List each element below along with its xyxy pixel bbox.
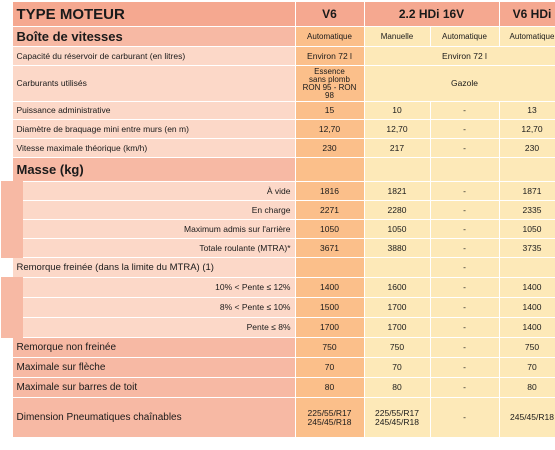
puissance-v6hdi: 13 — [499, 102, 555, 120]
pente10-v6hdi: 1400 — [499, 298, 555, 318]
diametre-v6hdi: 12,70 — [499, 120, 555, 139]
vitesse-hdi-auto: - — [430, 139, 499, 158]
carburants-v6-line1: Essence — [314, 66, 345, 76]
capacite-row — [12, 47, 555, 66]
boite-v6: Automatique — [295, 27, 364, 47]
carburants-row — [12, 66, 555, 102]
boite-v6hdi: Automatique — [499, 27, 555, 47]
a-vide-hdi-manuelle: 1821 — [364, 182, 430, 201]
totale-v6: 3671 — [295, 239, 364, 258]
puissance-v6: 15 — [295, 102, 364, 120]
v6-header: V6 — [295, 2, 364, 27]
en-charge-v6hdi: 2335 — [499, 201, 555, 220]
a-vide-label: À vide — [12, 182, 295, 201]
pente12-v6hdi: 1400 — [499, 278, 555, 298]
masse-label: Masse (kg) — [12, 158, 295, 182]
remorque-non-hdi-manuelle: 750 — [364, 338, 430, 358]
max-arriere-v6: 1050 — [295, 220, 364, 239]
masse-row — [12, 158, 555, 182]
pente10-hdi-auto: - — [430, 298, 499, 318]
barres-row — [12, 378, 555, 398]
puissance-label: Puissance administrative — [12, 102, 295, 120]
en-charge-v6: 2271 — [295, 201, 364, 220]
diametre-v6: 12,70 — [295, 120, 364, 139]
type-moteur-header: TYPE MOTEUR — [12, 2, 295, 27]
pente8-hdi-auto: - — [430, 318, 499, 338]
boite-label: Boîte de vitesses — [12, 27, 295, 47]
fleche-v6hdi: 70 — [499, 358, 555, 378]
barres-hdi-manuelle: 80 — [364, 378, 430, 398]
pneus-hdi-manuelle-line1: 225/55/R17 — [375, 407, 419, 418]
remorque-non-label: Remorque non freinée — [12, 338, 295, 358]
pneus-v6hdi: 245/45/R18 — [499, 398, 555, 438]
remorque-freinee-hdi-auto: - — [430, 258, 499, 278]
diametre-hdi-manuelle: 12,70 — [364, 120, 430, 139]
carburants-v6-line2: sans plomb — [309, 74, 350, 84]
totale-hdi-manuelle: 3880 — [364, 239, 430, 258]
max-arriere-hdi-manuelle: 1050 — [364, 220, 430, 239]
pente8-v6hdi: 1400 — [499, 318, 555, 338]
capacite-label: Capacité du réservoir de carburant (en litres) — [12, 47, 295, 66]
boite-row — [12, 27, 555, 47]
pneus-label: Dimension Pneumatiques chaînables — [12, 398, 295, 438]
a-vide-row — [12, 182, 555, 201]
pente8-label: Pente ≤ 8% — [12, 318, 295, 338]
masse-v6 — [295, 158, 364, 182]
hdi16v-header: 2.2 HDi 16V — [364, 2, 499, 27]
remorque-non-v6hdi: 750 — [499, 338, 555, 358]
puissance-hdi-manuelle: 10 — [364, 102, 430, 120]
pente10-row — [12, 298, 555, 318]
masse-hdi-manuelle — [364, 158, 430, 182]
specs-table-wrapper — [1, 1, 554, 448]
pneus-row — [12, 398, 555, 438]
barres-v6hdi: 80 — [499, 378, 555, 398]
remorque-freinee-label: Remorque freinée (dans la limite du MTRA) (1) — [12, 258, 295, 278]
pente10-hdi-manuelle: 1700 — [364, 298, 430, 318]
boite-hdi-auto: Automatique — [430, 27, 499, 47]
pente12-hdi-auto: - — [430, 278, 499, 298]
max-arriere-hdi-auto: - — [430, 220, 499, 239]
remorque-non-v6: 750 — [295, 338, 364, 358]
totale-v6hdi: 3735 — [499, 239, 555, 258]
remorque-freinee-v6hdi — [499, 258, 555, 278]
vitesse-v6: 230 — [295, 139, 364, 158]
fleche-hdi-auto: - — [430, 358, 499, 378]
diametre-row — [12, 120, 555, 139]
fleche-row — [12, 358, 555, 378]
capacite-diesel: Environ 72 l — [364, 47, 555, 66]
vitesse-hdi-manuelle: 217 — [364, 139, 430, 158]
pente8-hdi-manuelle: 1700 — [364, 318, 430, 338]
header-row — [12, 2, 555, 27]
remorque-freinee-v6 — [295, 258, 364, 278]
barres-hdi-auto: - — [430, 378, 499, 398]
pneus-v6 — [295, 398, 364, 438]
pente12-hdi-manuelle: 1600 — [364, 278, 430, 298]
max-arriere-v6hdi: 1050 — [499, 220, 555, 239]
carburants-v6 — [295, 66, 364, 102]
pente8-v6: 1700 — [295, 318, 364, 338]
barres-v6: 80 — [295, 378, 364, 398]
fleche-v6: 70 — [295, 358, 364, 378]
a-vide-v6hdi: 1871 — [499, 182, 555, 201]
puissance-hdi-auto: - — [430, 102, 499, 120]
boite-hdi-manuelle: Manuelle — [364, 27, 430, 47]
carburants-label: Carburants utilisés — [12, 66, 295, 102]
capacite-v6: Environ 72 l — [295, 47, 364, 66]
diametre-label: Diamètre de braquage mini entre murs (en m) — [12, 120, 295, 139]
engine-specs-table — [1, 1, 555, 438]
remorque-non-row — [12, 338, 555, 358]
pneus-hdi-manuelle-line2: 245/45/R18 — [375, 416, 419, 427]
en-charge-label: En charge — [12, 201, 295, 220]
remorque-non-hdi-auto: - — [430, 338, 499, 358]
masse-v6hdi — [499, 158, 555, 182]
masse-hdi-auto — [430, 158, 499, 182]
pente12-row — [12, 278, 555, 298]
carburants-v6-line3: RON 95 - RON 98 — [302, 82, 357, 100]
pneus-v6-line2: 245/45/R18 — [307, 416, 352, 427]
max-arriere-label: Maximum admis sur l'arrière — [12, 220, 295, 239]
pneus-v6-line1: 225/55/R17 — [307, 407, 352, 418]
diametre-hdi-auto: - — [430, 120, 499, 139]
pneus-hdi-auto: - — [430, 398, 499, 438]
pente12-v6: 1400 — [295, 278, 364, 298]
pente10-label: 8% < Pente ≤ 10% — [12, 298, 295, 318]
barres-label: Maximale sur barres de toit — [12, 378, 295, 398]
fleche-label: Maximale sur flèche — [12, 358, 295, 378]
totale-label: Totale roulante (MTRA)* — [12, 239, 295, 258]
v6hdi-header: V6 HDi — [499, 2, 555, 27]
fleche-hdi-manuelle: 70 — [364, 358, 430, 378]
vitesse-row — [12, 139, 555, 158]
a-vide-v6: 1816 — [295, 182, 364, 201]
a-vide-hdi-auto: - — [430, 182, 499, 201]
pneus-hdi-manuelle — [364, 398, 430, 438]
pente10-v6: 1500 — [295, 298, 364, 318]
vitesse-label: Vitesse maximale théorique (km/h) — [12, 139, 295, 158]
totale-hdi-auto: - — [430, 239, 499, 258]
max-arriere-row — [12, 220, 555, 239]
carburants-diesel: Gazole — [364, 66, 555, 102]
remorque-freinee-hdi-manuelle — [364, 258, 430, 278]
pente12-label: 10% < Pente ≤ 12% — [12, 278, 295, 298]
totale-row — [12, 239, 555, 258]
remorque-freinee-row — [12, 258, 555, 278]
en-charge-hdi-auto: - — [430, 201, 499, 220]
en-charge-row — [12, 201, 555, 220]
pente8-row — [12, 318, 555, 338]
puissance-row — [12, 102, 555, 120]
vitesse-v6hdi: 230 — [499, 139, 555, 158]
en-charge-hdi-manuelle: 2280 — [364, 201, 430, 220]
